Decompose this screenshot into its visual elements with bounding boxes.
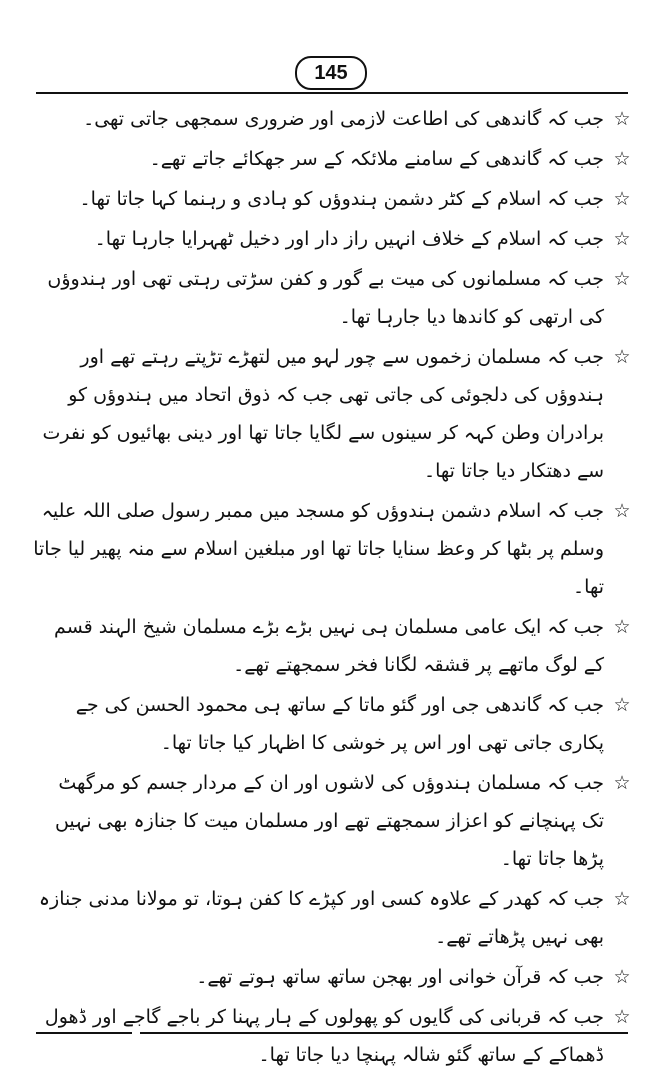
outline-star-icon: ☆ (613, 346, 631, 368)
list-item-text: جب کہ مسلمانوں کی میت بے گور و کفن سڑتی رہتی تھی اور ہندوؤں کی ارتھی کو کاندھا دیا جارہا تھا۔ (47, 268, 604, 328)
footer-rule-short (36, 1032, 132, 1034)
outline-star-icon: ☆ (613, 888, 631, 910)
outline-star-icon: ☆ (613, 694, 631, 716)
list-item-text: جب کہ قربانی کی گایوں کو پھولوں کے ہار پہنا کر باجے گاجے اور ڈھول ڈھماکے کے ساتھ گئو شالہ پہنچا دیا جاتا تھا۔ (44, 1006, 604, 1066)
outline-star-icon: ☆ (613, 616, 631, 638)
outline-star-icon: ☆ (613, 188, 631, 210)
list-item-text: جب کہ اسلام کے خلاف انہیں راز دار اور دخیل ٹھہرایا جارہا تھا۔ (94, 228, 604, 250)
footer-rule-long (140, 1032, 628, 1034)
list-item-text: جب کہ مسلمان زخموں سے چور لہو میں لتھڑے تڑپتے رہتے تھے اور ہندوؤں کی دلجوئی کی جاتی تھی جب کہ ذوق اتحاد میں ہندوؤں کو برادران وطن کہہ کر سینوں سے لگایا جاتا تھا اور دینی بھائیوں کو نفرت سے دھتکار دیا جاتا تھا۔ (42, 346, 604, 482)
header-rule (36, 92, 628, 94)
list-item (30, 998, 634, 1074)
list-item-text: جب کہ ایک عامی مسلمان ہی نہیں بڑے بڑے مسلمان شیخ الہند قسم کے لوگ ماتھے پر قشقہ لگانا فخر سمجھتے تھے۔ (54, 616, 604, 676)
outline-star-icon: ☆ (613, 500, 631, 522)
list-item (30, 140, 634, 178)
page-number: 145 (295, 56, 367, 90)
list-item-text: جب کہ اسلام دشمن ہندوؤں کو مسجد میں ممبر رسول صلی اللہ علیہ وسلم پر بٹھا کر وعظ سنایا جاتا تھا اور مبلغین اسلام سے منہ پھیر لیا جاتا تھا۔ (33, 500, 604, 598)
list-item-text: جب کہ کھدر کے علاوہ کسی اور کپڑے کا کفن ہوتا، تو مولانا مدنی جنازہ بھی نہیں پڑھاتے تھے۔ (38, 888, 604, 948)
list-item-text: جب کہ قرآن خوانی اور بھجن ساتھ ساتھ ہوتے تھے۔ (196, 966, 604, 988)
list-item (30, 880, 634, 956)
outline-star-icon: ☆ (613, 148, 631, 170)
list-item (30, 180, 634, 218)
outline-star-icon: ☆ (613, 966, 631, 988)
list-item (30, 260, 634, 336)
outline-star-icon: ☆ (613, 108, 631, 130)
list-item (30, 686, 634, 762)
list-item-text: جب کہ گاندھی کی اطاعت لازمی اور ضروری سمجھی جاتی تھی۔ (83, 108, 604, 130)
outline-star-icon: ☆ (613, 228, 631, 250)
list-item (30, 608, 634, 684)
list-item (30, 220, 634, 258)
outline-star-icon: ☆ (613, 268, 631, 290)
list-item-text: جب کہ گاندھی جی اور گئو ماتا کے ساتھ ہی محمود الحسن کی جے پکاری جاتی تھی اور اس پر خوشی کا اظہار کیا جاتا تھا۔ (75, 694, 604, 754)
list-item (30, 100, 634, 138)
list-item (30, 338, 634, 490)
list-item (30, 492, 634, 606)
list-item-text: جب کہ اسلام کے کٹر دشمن ہندوؤں کو ہادی و رہنما کہا جاتا تھا۔ (79, 188, 604, 210)
list-item (30, 764, 634, 878)
list-item-text: جب کہ مسلمان ہندوؤں کی لاشوں اور ان کے مردار جسم کو مرگھٹ تک پہنچانے کو اعزاز سمجھتے تھے اور مسلمان میت کا جنازہ بھی نہیں پڑھا جاتا تھا۔ (54, 772, 604, 870)
list-item (30, 958, 634, 996)
page-body (30, 100, 634, 1076)
outline-star-icon: ☆ (613, 772, 631, 794)
list-item-text: جب کہ گاندھی کے سامنے ملائکہ کے سر جھکائے جاتے تھے۔ (149, 148, 604, 170)
outline-star-icon: ☆ (613, 1006, 631, 1028)
